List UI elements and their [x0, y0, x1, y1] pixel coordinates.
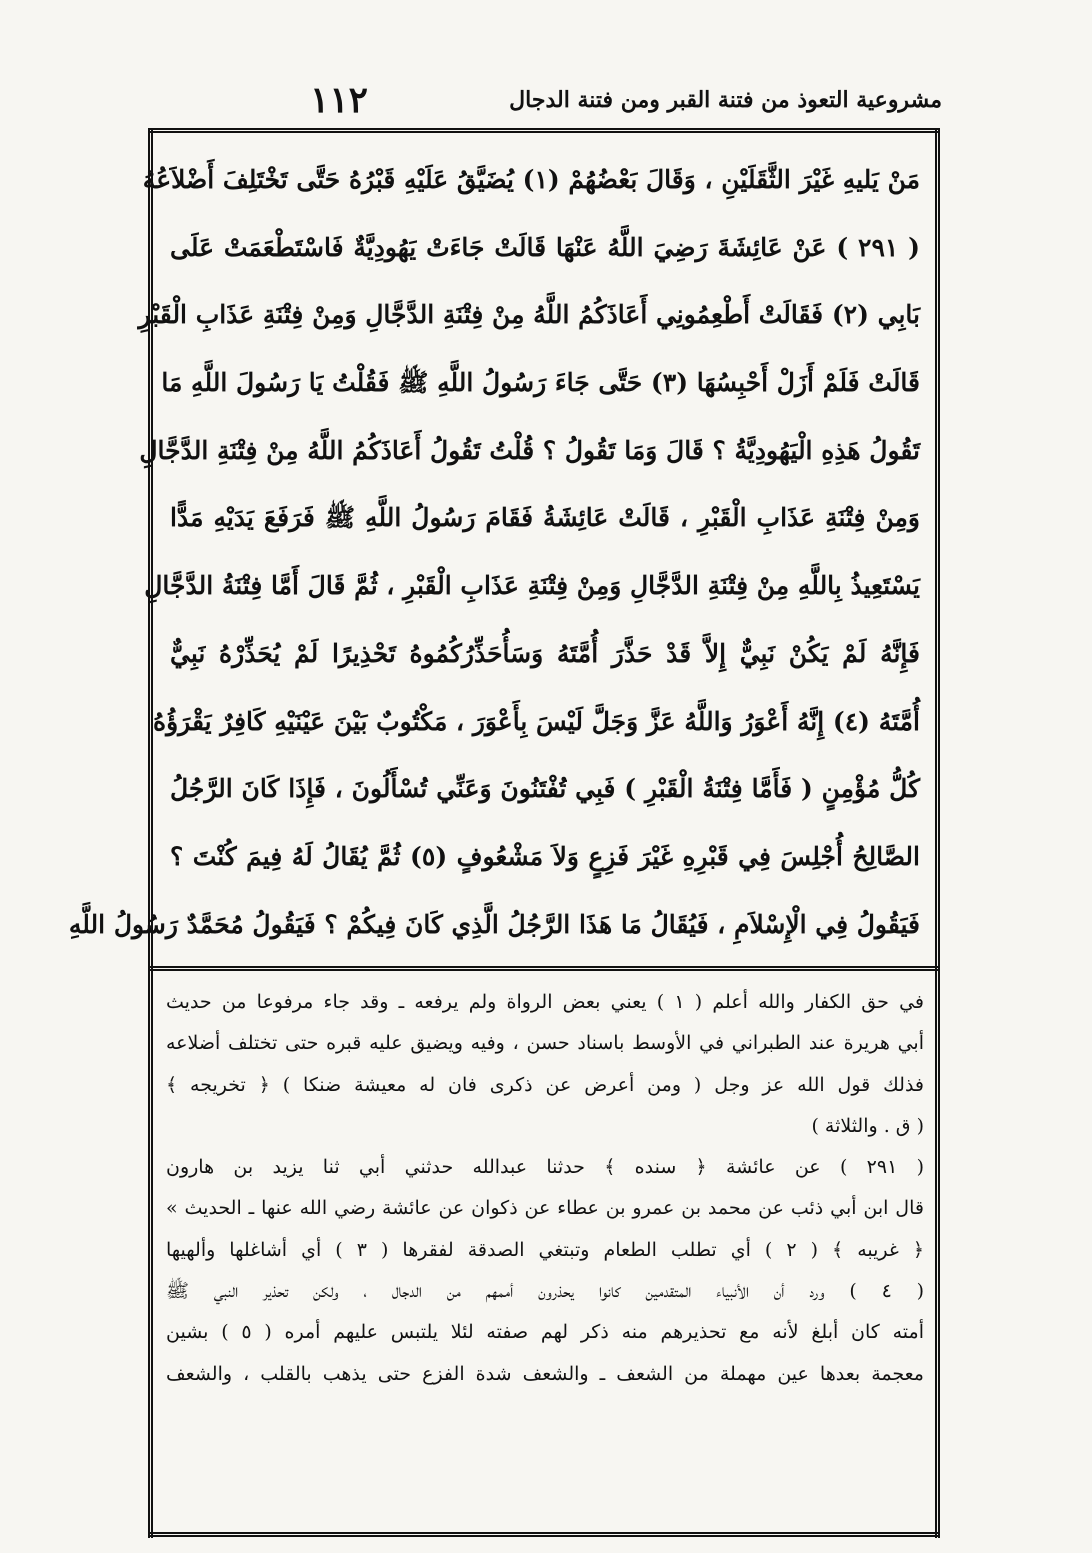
top-rule: [148, 128, 940, 133]
text-line: فَيَقُولُ فِي الْإِسْلاَمِ ، فَيُقَالُ مَا هَذَا الرَّجُلُ الَّذِي كَانَ فِيكُمْ ؟ فَيَقُولُ مُحَمَّدٌ رَسُولُ اللَّهِ: [68, 909, 920, 939]
text-line: مَنْ يَليهِ غَيْرَ الثَّقَلَيْنِ ، وَقَالَ بَعْضُهُمْ (١) يُضَيَّقُ عَلَيْهِ قَبْرُهُ حَتَّى تَخْتَلِفَ أَضْلاَعُهُ: [142, 165, 920, 194]
footnote-line: أمته كان أبلغ لأنه مع تحذيرهم منه ذكر لهم صفته لئلا يلتبس عليهم أمره ( ٥ ) بشين: [166, 1321, 924, 1344]
footnote-line: قال ابن أبي ذئب عن محمد بن عمرو بن عطاء عن ذكوان عن عائشة رضي الله عنها ـ الحديث »: [166, 1197, 924, 1220]
footnote-line: معجمة بعدها عين مهملة من الشعف ـ والشعف شدة الفزع حتى يذهب بالقلب ، والشعف: [166, 1362, 924, 1385]
footnote-line: في حق الكفار والله أعلم ( ١ ) يعني بعض الرواة ولم يرفعه ـ وقد جاء مرفوعا من حديث: [166, 991, 924, 1013]
text-line: الصَّالِحُ أُجْلِسَ فِي قَبْرِهِ غَيْرَ فَزِعٍ وَلاَ مَشْعُوفٍ (٥) ثُمَّ يُقَالُ لَهُ فِيمَ كُنْتَ ؟: [170, 841, 920, 871]
text-line: يَسْتَعِيذُ بِاللَّهِ مِنْ فِتْنَةِ الدَّجَّالِ وَمِنْ فِتْنَةِ عَذَابِ الْقَبْرِ ، ثُمَّ قَالَ أَمَّا فِتْنَةُ الدَّجَّالِ: [144, 571, 920, 601]
bottom-rule: [148, 1532, 940, 1537]
text-line: بَابِي (٢) فَقَالَتْ أَطْعِمُونِي أَعَاذَكُمُ اللَّهُ مِنْ فِتْنَةِ الدَّجَّالِ وَمِنْ فِتْنَةِ عَذَابِ الْقَبْرِ: [138, 300, 920, 330]
hadith-text: [68, 146, 920, 958]
text-line: كُلُّ مُؤْمِنٍ ( فَأَمَّا فِتْنَةُ الْقَبْرِ ) فَبِي تُفْتَنُونَ وَعَنِّي تُسْأَلُونَ ، فَإِذَا كَانَ الرَّجُلُ: [170, 774, 920, 804]
page-header: [310, 80, 942, 120]
footnote-line: فذلك قول الله عز وجل ( ومن أعرض عن ذكرى فان له معيشة ضنكا ) ﴿ تخريجه ﴾: [166, 1073, 924, 1096]
footnote-line: ( ٢٩١ ) عن عائشة ﴿ سنده ﴾ حدثنا عبدالله حدثني أبي ثنا يزيد بن هارون: [166, 1156, 925, 1179]
footnote-line: ﴿ غريبه ﴾ ( ٢ ) أي تطلب الطعام وتبتغي الصدقة لفقرها ( ٣ ) أي أشاغلها وألهيها: [166, 1238, 925, 1261]
running-title: مشروعية التعوذ من فتنة القبر ومن فتنة الدجال: [509, 87, 942, 113]
text-line: قَالَتْ فَلَمْ أَزَلْ أَحْبِسُهَا (٣) حَتَّى جَاءَ رَسُولُ اللَّهِ ﷺ فَقُلْتُ يَا رَسُولَ اللَّهِ مَا: [161, 368, 920, 398]
text-line: فَإِنَّهُ لَمْ يَكُنْ نَبِيٌّ إِلاَّ قَدْ حَذَّرَ أُمَّتَهُ وَسَأُحَذِّرُكُمُوهُ تَحْذِيرًا لَمْ يُحَذِّرْهُ نَبِيٌّ: [170, 638, 920, 668]
page-number: ١١٢: [310, 79, 369, 121]
footnote-line: ( ق . والثلاثة ): [811, 1114, 924, 1137]
text-line: تَقُولُ هَذِهِ الْيَهُودِيَّةُ ؟ قَالَ وَمَا تَقُولُ ؟ قُلْتُ تَقُولُ أَعَاذَكُمُ اللَّهُ مِنْ فِتْنَةِ الدَّجَّالِ: [139, 435, 920, 465]
footnote-separator: [148, 966, 940, 971]
text-line: أُمَّتَهُ (٤) إِنَّهُ أَعْوَرُ وَاللَّهُ عَزَّ وَجَلَّ لَيْسَ بِأَعْوَرَ ، مَكْتُوبٌ بَيْنَ عَيْنَيْهِ كَافِرٌ يَقْرَؤُهُ: [153, 706, 920, 736]
footnote-line: أبي هريرة عند الطبراني في الأوسط باسناد حسن ، وفيه ويضيق عليه قبره حتى تختلف أضلاعه: [166, 1032, 924, 1055]
footnotes: [166, 982, 924, 1522]
text-line: ( ٢٩١ ) عَنْ عَائِشَةَ رَضِيَ اللَّهُ عَنْهَا قَالَتْ جَاءَتْ يَهُودِيَّةٌ فَاسْتَطْعَمَتْ عَلَى: [170, 232, 920, 262]
footnote-line: ( ٤ ) ورد أن الأنبياء المتقدمين كانوا يحذرون أممهم من الدجال ، ولكن تحذير النبي ﷺ: [166, 1280, 924, 1303]
text-line: وَمِنْ فِتْنَةِ عَذَابِ الْقَبْرِ ، قَالَتْ عَائِشَةُ فَقَامَ رَسُولُ اللَّهِ ﷺ فَرَفَعَ يَدَيْهِ مَدًّا: [170, 503, 920, 533]
